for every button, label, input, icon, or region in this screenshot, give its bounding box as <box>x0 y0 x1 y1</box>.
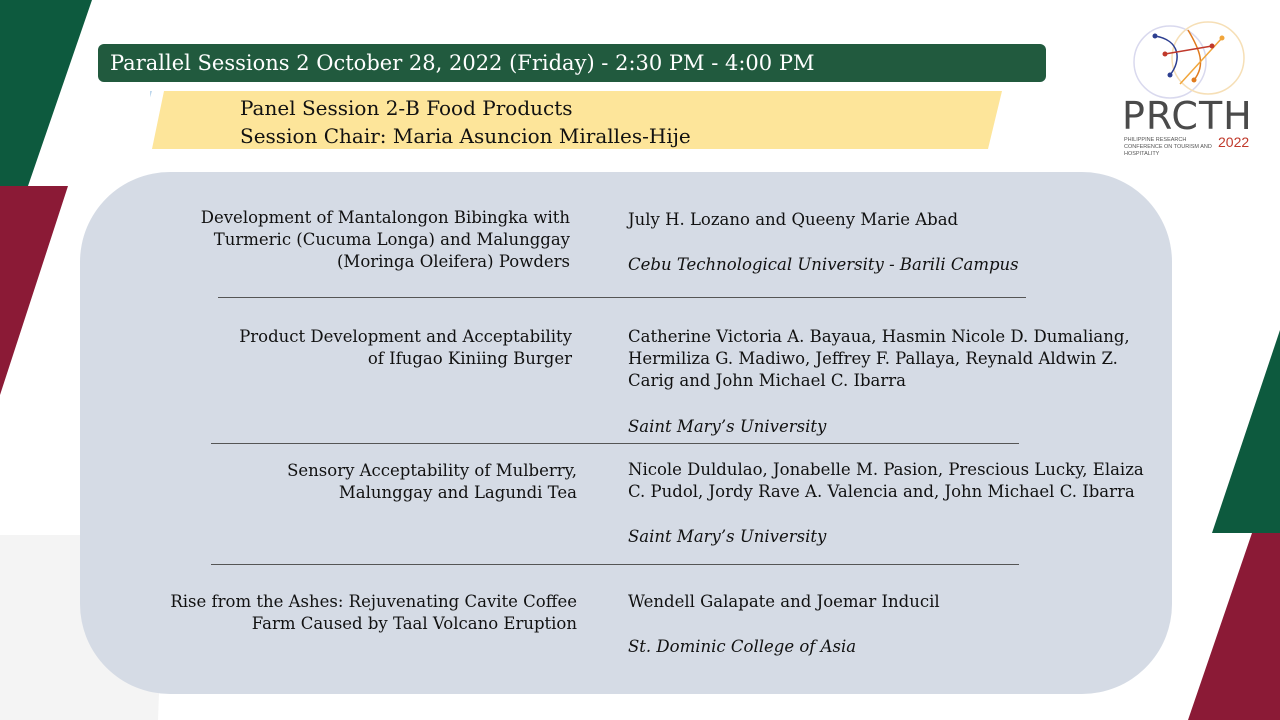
paper-title-line: Farm Caused by Taal Volcano Eruption <box>251 614 577 633</box>
paper-title-line: Malunggay and Lagundi Tea <box>338 483 577 502</box>
paper-title-line: (Moringa Oleifera) Powders <box>337 252 570 271</box>
paper-author-line: Nicole Duldulao, Jonabelle M. Pasion, Prescious Lucky, Elaiza <box>628 460 1144 479</box>
paper-affiliation: St. Dominic College of Asia <box>628 637 857 656</box>
paper-title-line: Turmeric (Cucuma Longa) and Malunggay <box>213 230 570 249</box>
paper-affiliation: Saint Mary’s University <box>628 527 827 546</box>
light-blue-accent <box>150 91 152 129</box>
logo-network-icon <box>1110 20 1270 100</box>
paper-title <box>177 460 577 504</box>
paper-title-line: Product Development and Acceptability <box>239 327 572 346</box>
paper-author-line: Hermiliza G. Madiwo, Jeffrey F. Pallaya, Reynald Aldwin Z. <box>628 349 1118 368</box>
paper-authors <box>628 209 958 231</box>
paper-authors <box>628 459 1144 503</box>
logo-wordmark: PRCTH <box>1122 94 1253 138</box>
paper-author-line: Wendell Galapate and Joemar Inducil <box>628 592 940 611</box>
panel-session-title: Panel Session 2-B Food Products <box>240 96 573 120</box>
paper-author-line: July H. Lozano and Queeny Marie Abad <box>628 210 959 229</box>
paper-title-line: Sensory Acceptability of Mulberry, <box>287 461 577 480</box>
maroon-stripe-bottom-right <box>1188 533 1280 720</box>
paper-affiliation: Cebu Technological University - Barili Campus <box>628 255 1019 274</box>
green-stripe-top-left <box>0 0 92 186</box>
session-chair: Session Chair: Maria Asuncion Miralles-Hije <box>240 124 691 148</box>
paper-title-line: Development of Mantalongon Bibingka with <box>200 208 570 227</box>
logo-subtitle: PHILIPPINE RESEARCH CONFERENCE ON TOURISM AND HOSPITALITY <box>1124 137 1212 157</box>
paper-author-line: Catherine Victoria A. Bayaua, Hasmin Nicole D. Dumaliang, <box>628 327 1130 346</box>
panel-session-text <box>240 94 691 150</box>
session-header-bar <box>98 44 1046 82</box>
paper-title-line: of Ifugao Kiniing Burger <box>367 349 572 368</box>
session-header-title: Parallel Sessions 2 October 28, 2022 (Friday) - 2:30 PM - 4:00 PM <box>110 51 815 75</box>
paper-title <box>170 207 570 273</box>
green-stripe-right <box>1212 330 1280 533</box>
paper-authors <box>628 326 1130 392</box>
paper-title <box>137 591 577 635</box>
paper-authors <box>628 591 940 613</box>
paper-title <box>172 326 572 370</box>
maroon-stripe-left <box>0 186 68 395</box>
paper-author-line: C. Pudol, Jordy Rave A. Valencia and, John Michael C. Ibarra <box>628 482 1135 501</box>
row-divider <box>211 443 1019 444</box>
row-divider <box>211 564 1019 565</box>
paper-affiliation: Saint Mary’s University <box>628 417 827 436</box>
panel-session-box <box>150 91 1002 149</box>
paper-title-line: Rise from the Ashes: Rejuvenating Cavite Coffee <box>170 592 577 611</box>
prcth-logo <box>1110 20 1270 160</box>
row-divider <box>218 297 1026 298</box>
logo-year: 2022 <box>1218 134 1250 150</box>
paper-author-line: Carig and John Michael C. Ibarra <box>628 371 906 390</box>
